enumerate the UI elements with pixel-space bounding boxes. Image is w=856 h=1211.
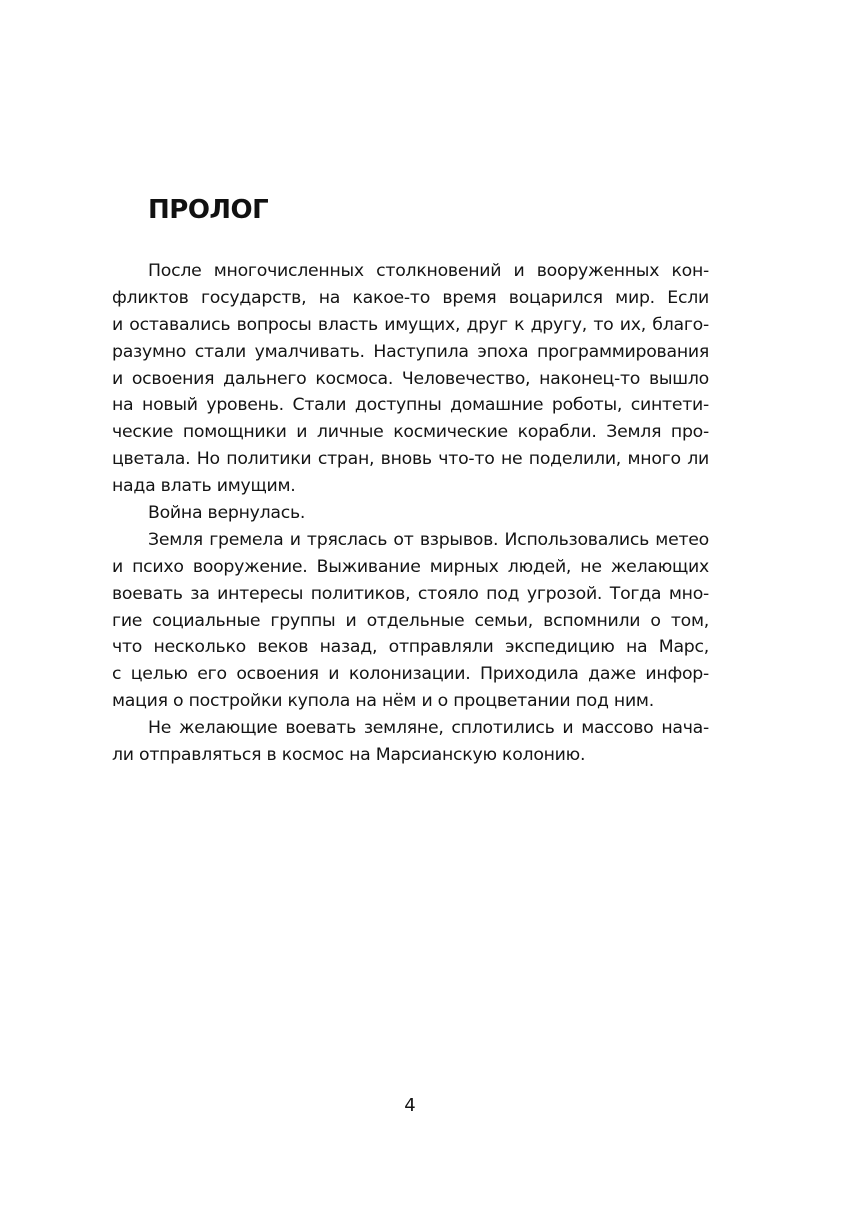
- text-line: Война вернулась.: [148, 503, 306, 524]
- text-line: на новый уровень. Стали доступны домашние роботы, синтети-: [112, 395, 709, 416]
- chapter-body: [112, 258, 709, 769]
- text-line: и психо вооружение. Выживание мирных людей, не желающих: [112, 556, 709, 577]
- text-line: ли отправляться в космос на Марсианскую колонию.: [112, 745, 586, 766]
- page-number: 4: [404, 1095, 416, 1116]
- text-line: и оставались вопросы власть имущих, друг к другу, то их, благо-: [112, 314, 709, 335]
- text-line: с целью его освоения и колонизации. Приходила даже инфор-: [112, 664, 709, 685]
- text-line: что несколько веков назад, отправляли экспедицию на Марс,: [112, 637, 709, 658]
- text-line: Не желающие воевать земляне, сплотились и массово нача-: [148, 718, 709, 739]
- text-line: воевать за интересы политиков, стояло под угрозой. Тогда мно-: [112, 583, 709, 604]
- text-line: Земля гремела и тряслась от взрывов. Использовались метео: [148, 529, 709, 550]
- text-line: мация о постройки купола на нём и о процветании под ним.: [112, 691, 654, 712]
- paragraph: [112, 527, 709, 715]
- text-line: фликтов государств, на какое-то время воцарился мир. Если: [112, 287, 709, 308]
- text-line: нада влать имущим.: [112, 476, 296, 497]
- text-line: ческие помощники и личные космические корабли. Земля про-: [112, 422, 709, 443]
- text-line: После многочисленных столкновений и вооруженных кон-: [148, 261, 709, 281]
- paragraph: [112, 715, 709, 769]
- paragraph: [112, 258, 709, 500]
- text-line: цветала. Но политики стран, вновь что-то не поделили, много ли: [112, 449, 709, 470]
- text-line: и освоения дальнего космоса. Человечество, наконец-то вышло: [112, 368, 709, 389]
- chapter-title: ПРОЛОГ: [148, 195, 269, 225]
- text-line: гие социальные группы и отдельные семьи, вспомнили о том,: [112, 610, 709, 631]
- text-line: разумно стали умалчивать. Наступила эпоха программирования: [112, 341, 709, 362]
- paragraph: [112, 500, 709, 527]
